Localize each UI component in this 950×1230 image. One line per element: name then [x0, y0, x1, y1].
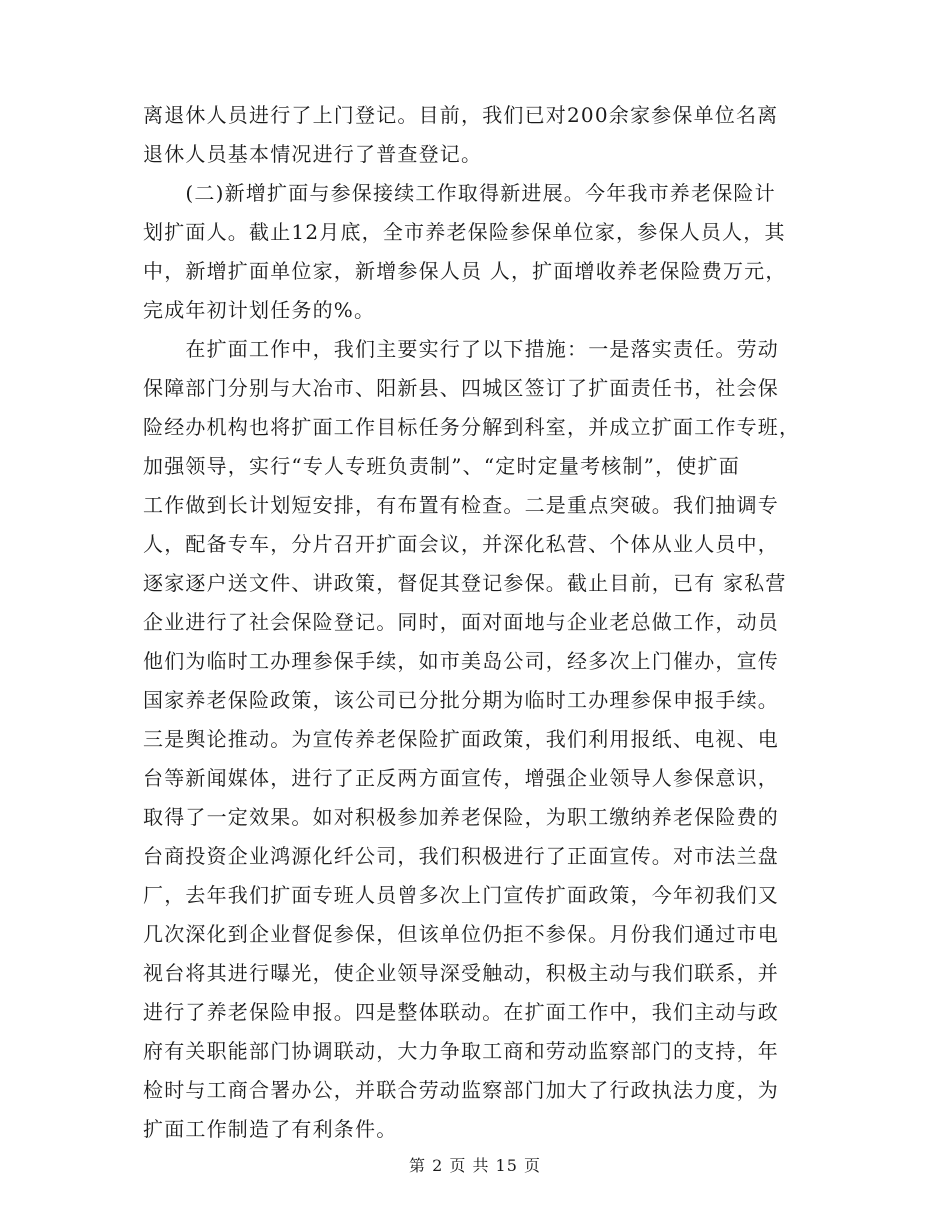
text-line: 进行了养老保险申报。四是整体联动。在扩面工作中，我们主动与政 — [143, 1000, 779, 1024]
text-line: 企业进行了社会保险登记。同时，面对面地与企业老总做工作，动员 — [143, 610, 779, 634]
text-line: 他们为临时工办理参保手续，如市美岛公司，经多次上门催办，宣传 — [143, 649, 779, 673]
text-line: 台商投资企业鸿源化纤公司，我们积极进行了正面宣传。对市法兰盘 — [143, 844, 779, 868]
text-line: 三是舆论推动。为宣传养老保险扩面政策，我们利用报纸、电视、电 — [143, 727, 779, 751]
text-line: 厂，去年我们扩面专班人员曾多次上门宣传扩面政策，今年初我们又 — [143, 883, 779, 907]
text-line: 加强领导，实行“专人专班负责制”、“定时定量考核制”，使扩面 — [143, 454, 740, 478]
page-number-footer: 第 2 页 共 15 页 — [409, 1156, 541, 1175]
text-line: 离退休人员进行了上门登记。目前，我们已对200余家参保单位名离 — [143, 103, 779, 127]
text-line: 中，新增扩面单位家，新增参保人员 人，扩面增收养老保险费万元， — [143, 259, 787, 283]
text-line: 视台将其进行曝光，使企业领导深受触动，积极主动与我们联系，并 — [143, 961, 779, 985]
text-line: 台等新闻媒体，进行了正反两方面宣传，增强企业领导人参保意识， — [143, 766, 779, 790]
text-line: 完成年初计划任务的%。 — [143, 298, 376, 322]
text-line: 府有关职能部门协调联动，大力争取工商和劳动监察部门的支持，年 — [143, 1039, 779, 1063]
text-line: 扩面工作制造了有利条件。 — [143, 1117, 398, 1141]
text-line: 工作做到长计划短安排，有布置有检查。二是重点突破。我们抽调专 — [143, 493, 779, 517]
text-line: 在扩面工作中，我们主要实行了以下措施：一是落实责任。劳动 — [143, 337, 779, 361]
text-line: 保障部门分别与大冶市、阳新县、四城区签订了扩面责任书，社会保 — [143, 376, 779, 400]
text-line: 逐家逐户送文件、讲政策，督促其登记参保。截止目前，已有 家私营 — [143, 571, 787, 595]
body-text — [143, 96, 808, 1149]
text-line: 划扩面人。截止12月底，全市养老保险参保单位家，参保人员人，其 — [143, 220, 786, 244]
text-line: 取得了一定效果。如对积极参加养老保险，为职工缴纳养老保险费的 — [143, 805, 779, 829]
text-line: 人，配备专车，分片召开扩面会议，并深化私营、个体从业人员中， — [143, 532, 779, 556]
text-line: (二)新增扩面与参保接续工作取得新进展。今年我市养老保险计 — [143, 181, 776, 205]
text-line: 检时与工商合署办公，并联合劳动监察部门加大了行政执法力度，为 — [143, 1078, 779, 1102]
text-line: 险经办机构也将扩面工作目标任务分解到科室，并成立扩面工作专班， — [143, 415, 801, 439]
text-line: 退休人员基本情况进行了普查登记。 — [143, 142, 483, 166]
text-line: 几次深化到企业督促参保，但该单位仍拒不参保。月份我们通过市电 — [143, 922, 779, 946]
text-line: 国家养老保险政策，该公司已分批分期为临时工办理参保申报手续。 — [143, 688, 779, 712]
